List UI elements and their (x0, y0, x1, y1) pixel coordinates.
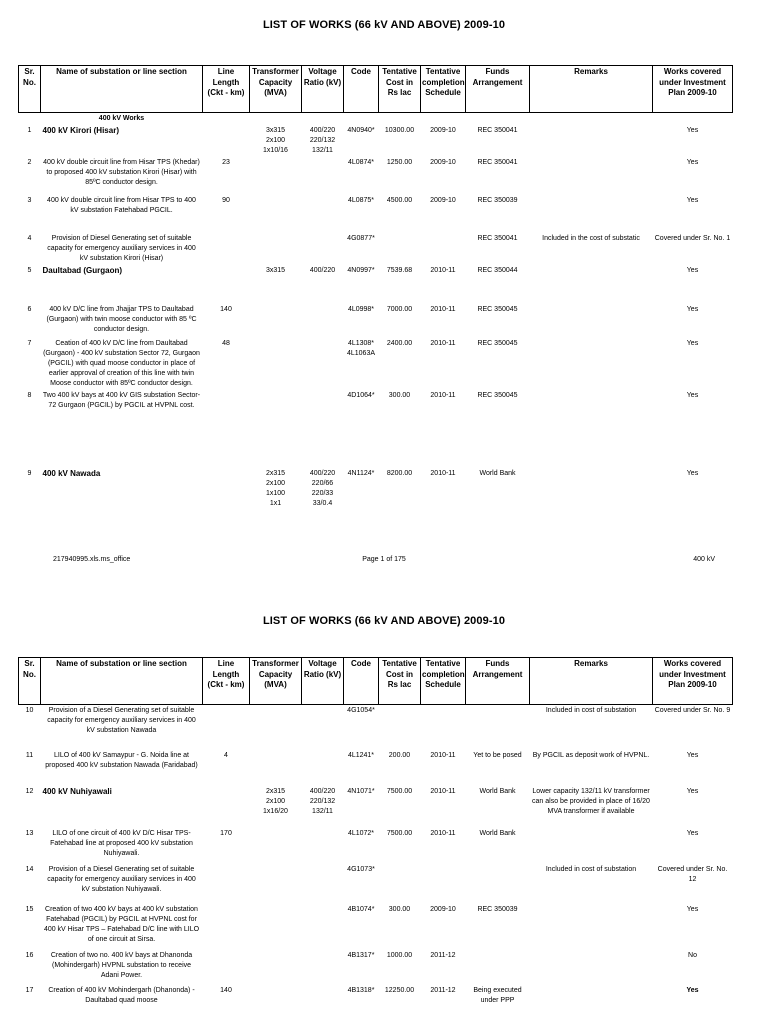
table-row (19, 750, 733, 786)
cell-code: 4L0998* (347, 306, 375, 313)
cell-funds: World Bank (479, 787, 516, 795)
cell-code: 4L0874* (347, 159, 375, 166)
cell-name: Ceation of 400 kV D/C line from Daultabad (Gurgaon) - 400 kV substation Sector 72, Gurgaon (PGCIL) with quad moose conductor in place of earlier approval of creation of this line with twin Moose conductor with 85ºC conductor design. (43, 340, 200, 387)
cell-covered: Yes (686, 306, 699, 313)
cell-funds (466, 705, 530, 750)
cell-covered: Yes (686, 340, 699, 347)
table-row (19, 304, 733, 338)
cell-length: 90 (222, 197, 230, 204)
header-funds: Funds Arrangement (466, 66, 530, 113)
cell-funds: REC 350039 (477, 197, 518, 204)
cell-covered: Yes (686, 197, 699, 204)
cell-name: Provision of a Diesel Generating set of suitable capacity for emergency auxiliary services in 400 kV substation Nawada (41, 705, 203, 750)
cell-transformer: 3x315 2x100 1x10/16 (263, 127, 288, 154)
cell-voltage: 400/220 220/132 132/11 (309, 787, 336, 815)
table-row (19, 950, 733, 985)
cell-funds: REC 350045 (477, 306, 518, 313)
table-row (19, 864, 733, 904)
cell-name: Creation of 400 kV Mohindergarh (Dhanonda) - Daultabad quad moose (48, 986, 195, 1004)
cell-covered: Yes (686, 905, 699, 913)
cell-voltage (302, 338, 344, 390)
cell-funds: REC 350044 (477, 267, 518, 274)
table-header-row (19, 66, 733, 113)
cell-covered: Covered under Sr. No. 1 (654, 235, 731, 242)
cell-remarks (530, 390, 653, 468)
header-completion: Tentative completion Schedule (421, 658, 466, 705)
cell-cost: 200.00 (388, 751, 411, 759)
cell-code: 4B1317* (347, 951, 375, 959)
header-remarks: Remarks (530, 66, 653, 113)
cell-transformer (250, 750, 302, 786)
cell-name: Creation of two 400 kV bays at 400 kV substation Fatehabad (PGCIL) by PGCIL at HVPNL cost for 400 kV Hisar TPS – Fatehabad D/C line with LILO of one circuit at Sirsa. (43, 905, 200, 943)
cell-funds: REC 350045 (477, 392, 518, 399)
header-cost: Tentative Cost in Rs lac (379, 66, 421, 113)
cell-voltage (302, 904, 344, 950)
cell-length: 48 (222, 340, 230, 347)
cell-sr: 17 (25, 986, 34, 994)
cell-name: 400 kV double circuit line from Hisar TPS (Khedar) to proposed 400 kV substation Kirori (Hisar) with 85ºC conductor design. (43, 159, 200, 186)
cell-covered: Yes (686, 829, 699, 837)
cell-sr: 5 (27, 267, 32, 274)
page-title: LIST OF WORKS (66 kV AND ABOVE) 2009-10 (262, 19, 506, 31)
cell-code: 4G1054* (344, 705, 379, 750)
cell-code: 4D1064* (347, 392, 375, 399)
cell-remarks (530, 828, 653, 864)
cell-code: 4B1074* (347, 905, 375, 913)
header-name: Name of substation or line section (41, 658, 203, 705)
cell-voltage (302, 195, 344, 233)
cell-completion: 2011-12 (430, 951, 456, 959)
cell-remarks: Included in cost of substation (530, 705, 653, 750)
works-table (18, 65, 733, 510)
cell-covered: Yes (686, 127, 699, 134)
document-page-2 (0, 590, 768, 1024)
header-completion: Tentative completion Schedule (421, 66, 466, 113)
cell-voltage (302, 985, 344, 1015)
cell-remarks (530, 338, 653, 390)
cell-cost: 2400.00 (386, 340, 413, 347)
cell-length (203, 904, 250, 950)
cell-sr: 1 (27, 127, 32, 134)
cell-funds: Yet to be posed (473, 751, 522, 759)
header-name: Name of substation or line section (41, 66, 203, 113)
cell-cost: 7500.00 (386, 829, 413, 837)
cell-sr: 6 (27, 306, 32, 313)
cell-sr: 7 (27, 340, 32, 347)
cell-covered: Covered under Sr. No. 9 (653, 705, 733, 750)
cell-covered: Yes (686, 787, 699, 795)
cell-transformer (250, 950, 302, 985)
cell-code: 4N1124* (347, 470, 375, 477)
cell-name: 400 kV Nuhiyawali (42, 786, 112, 796)
cell-length (203, 864, 250, 904)
cell-transformer (250, 304, 302, 338)
cell-code: 4L1241* (347, 751, 375, 759)
cell-length (203, 705, 250, 750)
cell-name: 400 kV Nawada (42, 469, 101, 478)
cell-remarks (530, 904, 653, 950)
cell-cost (379, 233, 421, 265)
page-title: LIST OF WORKS (66 kV AND ABOVE) 2009-10 (262, 615, 506, 627)
cell-length: 140 (220, 306, 232, 313)
header-covered: Works covered under Investment Plan 2009-10 (653, 66, 733, 113)
header-voltage: Voltage Ratio (kV) (302, 658, 344, 705)
cell-remarks (530, 195, 653, 233)
cell-completion: 2010-11 (430, 470, 456, 477)
table-row (19, 390, 733, 468)
cell-completion: 2009-10 (430, 197, 456, 204)
cell-transformer (250, 828, 302, 864)
cell-remarks: Included in the cost of substatic (542, 235, 640, 242)
cell-funds: World Bank (479, 829, 516, 837)
table-row (19, 705, 733, 750)
cell-funds (466, 950, 530, 985)
cell-transformer (250, 985, 302, 1015)
cell-voltage: 400/220 (309, 267, 336, 274)
cell-funds (466, 864, 530, 904)
cell-length (203, 390, 250, 468)
section-row (19, 113, 733, 126)
header-length: Line Length (Ckt - km) (203, 658, 250, 705)
cell-cost: 7539.68 (386, 267, 413, 274)
cell-sr: 13 (25, 829, 34, 837)
cell-name: Daultabad (Gurgaon) (42, 266, 123, 275)
cell-transformer (250, 705, 302, 750)
cell-completion: 2009-10 (430, 127, 456, 134)
cell-transformer (250, 390, 302, 468)
cell-cost: 7500.00 (386, 787, 413, 795)
cell-cost: 8200.00 (386, 470, 413, 477)
table-row (19, 904, 733, 950)
cell-remarks: Included in cost of substation (545, 865, 637, 873)
cell-length (203, 786, 250, 828)
cell-remarks (530, 157, 653, 195)
table-row (19, 195, 733, 233)
cell-completion: 2010-11 (430, 340, 456, 347)
cell-length (203, 233, 250, 265)
cell-transformer: 3x315 (265, 267, 286, 274)
cell-voltage (302, 750, 344, 786)
table-row (19, 828, 733, 864)
cell-cost: 300.00 (388, 905, 411, 913)
cell-covered: Yes (686, 470, 699, 477)
cell-funds: REC 350041 (477, 127, 518, 134)
cell-length: 170 (220, 829, 232, 837)
cell-code: 4B1318* (347, 986, 375, 994)
cell-funds: REC 350045 (477, 340, 518, 347)
cell-completion: 2011-12 (430, 986, 456, 994)
cell-voltage: 400/220 220/66 220/33 33/0.4 (309, 470, 336, 507)
table-header-row (19, 658, 733, 705)
cell-name: Provision of Diesel Generating set of suitable capacity for emergency auxiliary services in 400 kV substation Kirori (Hisar) (47, 235, 196, 262)
cell-name: 400 kV D/C line from Jhajjar TPS to Daultabad (Gurgaon) with twin moose conductor with 85 ºC conductor design. (46, 306, 197, 333)
table-row (19, 468, 733, 510)
cell-code: 4L1072* (347, 829, 375, 837)
cell-completion: 2010-11 (430, 829, 456, 837)
cell-length (203, 265, 250, 304)
footer-sheet: 400 kV (693, 556, 715, 563)
cell-name: LILO of 400 kV Samaypur - G. Noida line at proposed 400 kV substation Nawada (Faridabad) (45, 751, 198, 769)
cell-sr: 2 (27, 159, 32, 166)
header-funds: Funds Arrangement (466, 658, 530, 705)
table-row (19, 233, 733, 265)
cell-funds: World Bank (479, 470, 516, 477)
cell-covered: Yes (686, 986, 699, 994)
cell-sr: 3 (27, 197, 32, 204)
cell-cost: 1250.00 (386, 159, 413, 166)
cell-name: 400 kV Kirori (Hisar) (42, 126, 119, 135)
cell-remarks (530, 125, 653, 157)
cell-length (203, 125, 250, 157)
cell-code: 4G1073* (347, 865, 375, 873)
cell-code: 4L1308* 4L1063A (346, 340, 376, 357)
cell-cost: 12250.00 (384, 986, 415, 994)
cell-length: 23 (222, 159, 230, 166)
cell-cost: 1000.00 (386, 951, 413, 959)
header-sr: Sr. No. (19, 66, 41, 113)
cell-covered: Covered under Sr. No. 12 (657, 865, 728, 883)
cell-length (203, 468, 250, 510)
cell-completion: 2010-11 (430, 392, 456, 399)
cell-cost (379, 864, 421, 904)
header-remarks: Remarks (530, 658, 653, 705)
table-row (19, 157, 733, 195)
cell-code: 4N0940* (347, 127, 375, 134)
cell-sr: 9 (27, 470, 32, 477)
header-cost: Tentative Cost in Rs lac (379, 658, 421, 705)
cell-remarks (530, 304, 653, 338)
cell-length: 140 (220, 986, 232, 994)
cell-completion (421, 705, 466, 750)
cell-sr: 12 (25, 787, 34, 795)
cell-voltage (302, 828, 344, 864)
cell-completion: 2009-10 (430, 905, 456, 913)
cell-code: 4N1071* (347, 787, 375, 795)
cell-code: 4G0877* (347, 235, 375, 242)
cell-remarks (530, 985, 653, 1015)
cell-transformer (250, 338, 302, 390)
cell-remarks (530, 265, 653, 304)
cell-covered: No (688, 951, 697, 959)
cell-transformer (250, 864, 302, 904)
table-row (19, 985, 733, 1015)
cell-voltage (302, 950, 344, 985)
cell-covered: Yes (686, 751, 699, 759)
cell-completion (421, 864, 466, 904)
cell-sr: 15 (25, 905, 34, 913)
cell-remarks (530, 468, 653, 510)
cell-transformer (250, 233, 302, 265)
cell-voltage: 400/220 220/132 132/11 (309, 127, 336, 154)
cell-transformer (250, 195, 302, 233)
header-code: Code (344, 658, 379, 705)
table-row (19, 265, 733, 304)
header-covered: Works covered under Investment Plan 2009-10 (653, 658, 733, 705)
cell-transformer (250, 157, 302, 195)
cell-voltage (302, 233, 344, 265)
cell-sr: 8 (27, 392, 32, 399)
cell-remarks (530, 950, 653, 985)
cell-funds: REC 350041 (477, 235, 518, 242)
cell-sr: 14 (25, 865, 34, 873)
cell-transformer: 2x315 2x100 1x16/20 (263, 787, 288, 815)
header-length: Line Length (Ckt - km) (203, 66, 250, 113)
cell-completion: 2010-11 (430, 751, 456, 759)
cell-remarks: Lower capacity 132/11 kV transformer can also be provided in place of 16/20 MVA transformer if available (532, 787, 650, 815)
section-title: 400 kV Works (41, 113, 203, 126)
cell-length: 4 (224, 751, 228, 759)
cell-code: 4N0997* (347, 267, 375, 274)
table-row (19, 338, 733, 390)
cell-cost: 4500.00 (386, 197, 413, 204)
cell-voltage (302, 390, 344, 468)
cell-sr: 16 (25, 951, 34, 959)
footer-file: 217940995.xls.ms_office (53, 556, 131, 563)
cell-cost: 300.00 (388, 392, 411, 399)
cell-name: Creation of two no. 400 kV bays at Dhanonda (Mohindergarh) HVPNL substation to receive Adani Power. (50, 951, 193, 979)
cell-voltage (302, 705, 344, 750)
footer-page: Page 1 of 175 (362, 556, 406, 563)
cell-transformer: 2x315 2x100 1x100 1x1 (265, 470, 286, 507)
cell-name: Provision of a Diesel Generating set of suitable capacity for emergency auxiliary services in 400 kV substation Nuhiyawali. (47, 865, 196, 893)
cell-voltage (302, 304, 344, 338)
cell-funds: REC 350041 (477, 159, 518, 166)
cell-completion (421, 233, 466, 265)
cell-sr: 4 (27, 235, 32, 242)
header-voltage: Voltage Ratio (kV) (302, 66, 344, 113)
header-transformer: Transformer Capacity (MVA) (250, 658, 302, 705)
header-transformer: Transformer Capacity (MVA) (250, 66, 302, 113)
cell-length (203, 950, 250, 985)
cell-name: Two 400 kV bays at 400 kV GIS substation Sector-72 Gurgaon (PGCIL) by PGCIL at HVPNL cost. (42, 392, 201, 409)
cell-sr: 10 (19, 705, 41, 750)
cell-covered: Yes (686, 267, 699, 274)
cell-name: 400 kV double circuit line from Hisar TPS to 400 kV substation Fatehabad PGCIL. (47, 197, 196, 214)
table-row (19, 786, 733, 828)
header-code: Code (344, 66, 379, 113)
cell-completion: 2010-11 (430, 787, 456, 795)
cell-funds: REC 350039 (477, 905, 518, 913)
cell-sr: 11 (25, 751, 34, 759)
cell-code: 4L0875* (347, 197, 375, 204)
header-sr: Sr. No. (19, 658, 41, 705)
cell-cost: 10300.00 (384, 127, 415, 134)
cell-completion: 2010-11 (430, 267, 456, 274)
cell-completion: 2009-10 (430, 159, 456, 166)
cell-completion: 2010-11 (430, 306, 456, 313)
cell-transformer (250, 904, 302, 950)
table-row (19, 125, 733, 157)
cell-covered: Yes (686, 159, 699, 166)
cell-name: LILO of one circuit of 400 kV D/C Hisar TPS- Fatehabad line at proposed 400 kV substation Nuhiyawali. (50, 829, 193, 857)
cell-funds: Being executed under PPP (473, 986, 522, 1004)
cell-voltage (302, 157, 344, 195)
works-table (18, 657, 733, 1015)
cell-remarks: By PGCIL as deposit work of HVPNL. (532, 751, 650, 759)
cell-voltage (302, 864, 344, 904)
cell-cost: 7000.00 (386, 306, 413, 313)
cell-cost (379, 705, 421, 750)
cell-covered: Yes (686, 392, 699, 399)
